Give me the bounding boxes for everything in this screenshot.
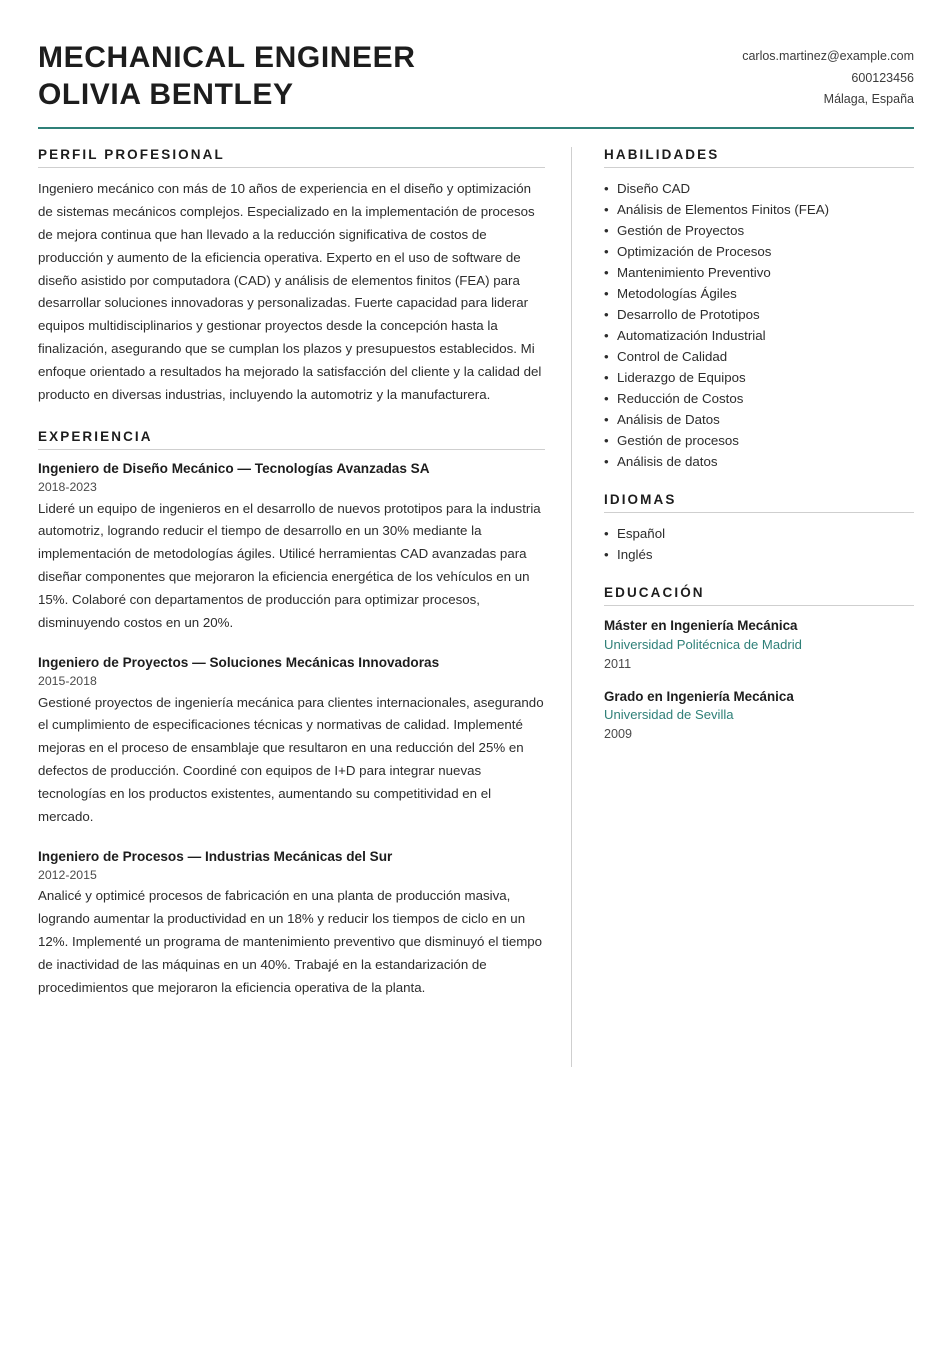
- list-item: • Español: [604, 523, 914, 544]
- experience-dates: 2018-2023: [38, 480, 97, 495]
- contact-location: Málaga, España: [823, 92, 914, 106]
- section-experience: [38, 429, 545, 1000]
- list-item: • Automatización Industrial: [604, 325, 914, 346]
- left-column: [38, 147, 571, 1067]
- experience-description: Lideré un equipo de ingenieros en el desarrollo de nuevos prototipos para la industria automotriz, logrando reducir el tiempo de desarrollo en un 30% mediante la implementación de metodologías ágiles. Utilicé herramientas CAD avanzadas para diseñar componentes que mejoraron la eficiencia energética de los vehículos en un 15%. Colaboré con departamentos de producción para optimizar procesos, disminuyendo costos en un 20%.: [38, 500, 541, 630]
- contact-email[interactable]: carlos.martinez@example.com: [742, 49, 914, 63]
- education-school: Universidad de Sevilla: [604, 706, 734, 722]
- section-education: [604, 585, 914, 744]
- job-title: MECHANICAL ENGINEER: [38, 41, 416, 74]
- right-column: [572, 147, 914, 1067]
- experience-item: [38, 848, 545, 1000]
- education-degree: Grado en Ingeniería Mecánica: [604, 688, 794, 704]
- resume-body: [38, 147, 914, 1067]
- list-item: • Gestión de Proyectos: [604, 220, 914, 241]
- list-item: • Metodologías Ágiles: [604, 283, 914, 304]
- list-item: • Optimización de Procesos: [604, 241, 914, 262]
- list-item: • Inglés: [604, 544, 914, 565]
- list-item: • Análisis de Datos: [604, 409, 914, 430]
- experience-item: [38, 654, 545, 829]
- resume-header: [38, 40, 914, 127]
- list-item: • Gestión de procesos: [604, 430, 914, 451]
- list-item: • Desarrollo de Prototipos: [604, 304, 914, 325]
- experience-role: Ingeniero de Proyectos — Soluciones Mecánicas Innovadoras: [38, 654, 440, 670]
- list-item: • Análisis de datos: [604, 451, 914, 472]
- experience-description: Gestioné proyectos de ingeniería mecánica para clientes internacionales, asegurando el cumplimiento de especificaciones técnicas y normativas de calidad. Implementé mejoras en el proceso de ensamblaje que resultaron en una reducción del 25% en defectos de producción. Coordiné con equipos de I+D para integrar nuevas tecnologías en los productos existentes, aumentando su competitividad en el mercado.: [38, 694, 544, 824]
- list-item: • Diseño CAD: [604, 178, 914, 199]
- list-item: • Control de Calidad: [604, 346, 914, 367]
- profile-text: Ingeniero mecánico con más de 10 años de experiencia en el diseño y optimización de sistemas mecánicos complejos. Especializado en la implementación de procesos de mejora continua que han llevado a la reducción significativa de costos de producción y aumento de la eficiencia operativa. Experto en el uso de software de diseño asistido por computadora (CAD) y análisis de elementos finitos (FEA) para desarrollar soluciones innovadoras y personalizadas. Fuerte capacidad para liderar equipos multidisciplinarios y gestionar proyectos desde la concepción hasta la finalización, asegurando que se cumplan los plazos y presupuestos establecidos. Mi enfoque orientado a resultados ha mejorado la satisfacción del cliente y la calidad del producto en diversas industrias, incluyendo la automotriz y la manufacturera.: [38, 181, 542, 402]
- education-year: 2011: [604, 656, 632, 671]
- section-skills: [604, 147, 914, 472]
- experience-item: [38, 460, 545, 635]
- section-languages: [604, 492, 914, 565]
- candidate-name: OLIVIA BENTLEY: [38, 77, 294, 111]
- experience-dates: 2015-2018: [38, 674, 97, 689]
- experience-description: Analicé y optimicé procesos de fabricación en una planta de producción masiva, logrando aumentar la productividad en un 18% y reducir los tiempos de ciclo en un 12%. Implementé un programa de mantenimiento preventivo que disminuyó el tiempo de inactividad de las máquinas en un 40%. Trabajé en la estandarización de procedimientos que mejoraron la eficiencia operativa de la planta.: [38, 888, 543, 995]
- name-block: [38, 40, 416, 113]
- languages-list: [604, 523, 914, 565]
- experience-heading: EXPERIENCIA: [38, 429, 545, 450]
- header-divider: [38, 127, 914, 129]
- list-item: • Mantenimiento Preventivo: [604, 262, 914, 283]
- education-degree: Máster en Ingeniería Mecánica: [604, 618, 798, 634]
- experience-role: Ingeniero de Procesos — Industrias Mecánicas del Sur: [38, 848, 393, 864]
- list-item: • Reducción de Costos: [604, 388, 914, 409]
- list-item: • Liderazgo de Equipos: [604, 367, 914, 388]
- list-item: • Análisis de Elementos Finitos (FEA): [604, 199, 914, 220]
- languages-heading: IDIOMAS: [604, 492, 914, 513]
- profile-heading: PERFIL PROFESIONAL: [38, 147, 545, 168]
- skills-heading: HABILIDADES: [604, 147, 914, 168]
- education-school: Universidad Politécnica de Madrid: [604, 636, 802, 652]
- experience-dates: 2012-2015: [38, 868, 97, 882]
- contact-block: [742, 40, 914, 111]
- experience-role: Ingeniero de Diseño Mecánico — Tecnologías Avanzadas SA: [38, 460, 430, 476]
- skills-list: [604, 178, 914, 472]
- education-item: [604, 687, 914, 744]
- education-item: [604, 616, 914, 673]
- education-heading: EDUCACIÓN: [604, 585, 914, 606]
- education-year: 2009: [604, 726, 633, 741]
- section-profile: [38, 147, 545, 407]
- contact-phone[interactable]: 600123456: [851, 70, 914, 85]
